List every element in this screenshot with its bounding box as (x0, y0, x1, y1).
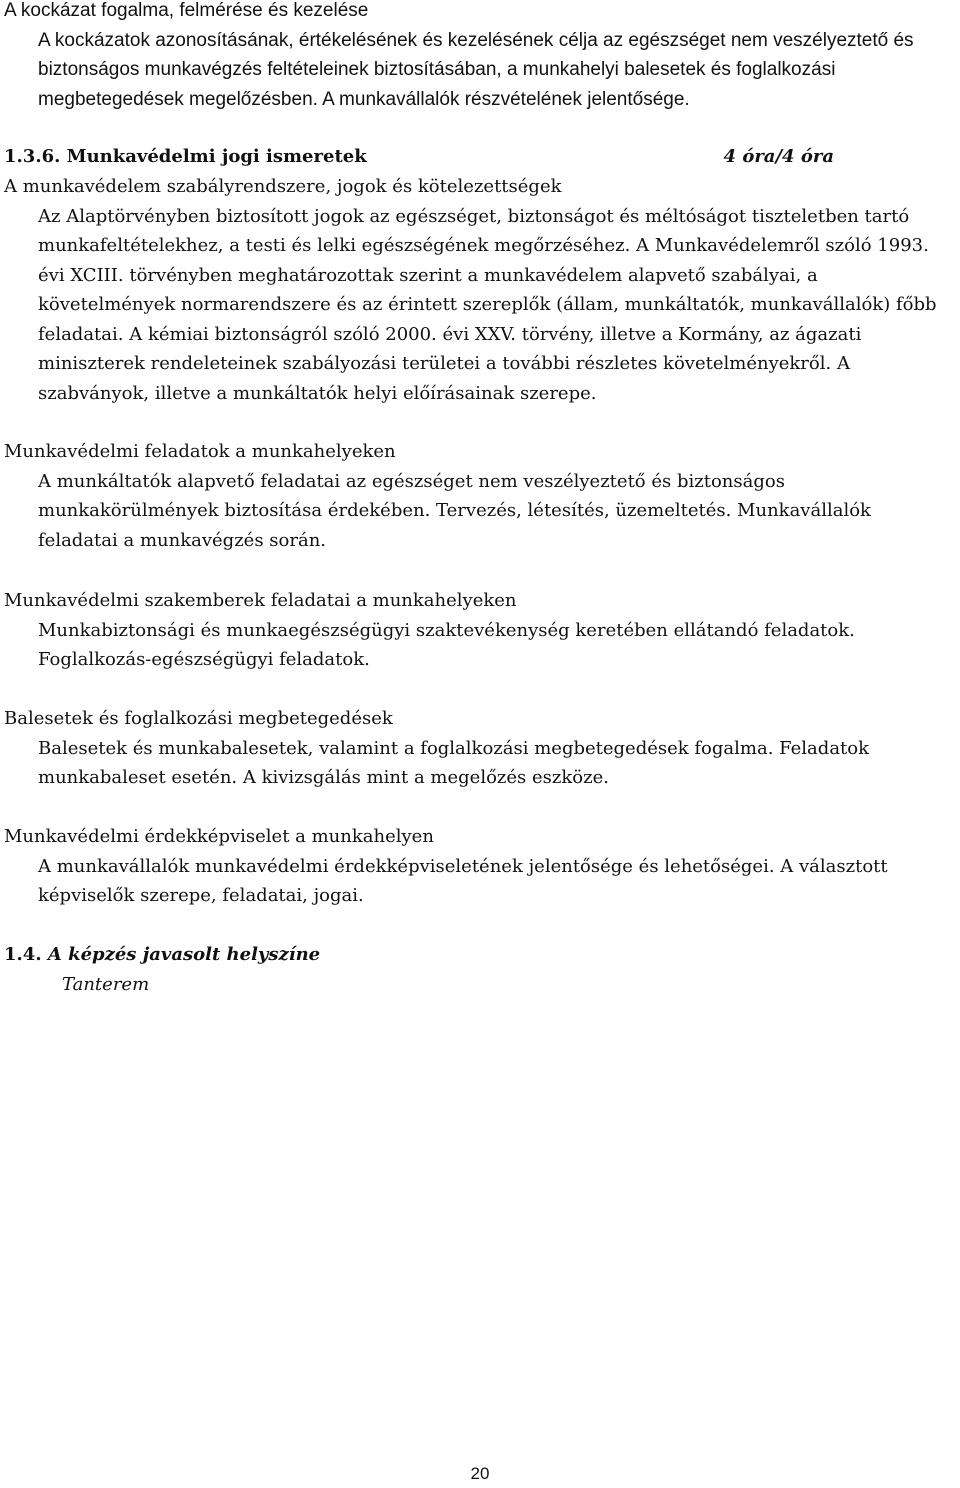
section-hours: 4 óra/4 óra (723, 146, 834, 167)
topic-block (4, 586, 956, 675)
topic-heading: Balesetek és foglalkozási megbetegedések (4, 708, 393, 729)
topic-heading: Munkavédelmi feladatok a munkahelyeken (4, 441, 396, 462)
topic-block (4, 704, 956, 793)
topic-block (4, 437, 956, 555)
section-title: Munkavédelmi jogi ismeretek (66, 146, 367, 167)
topic-text: Balesetek és munkabalesetek, valamint a foglalkozási megbetegedések fogalma. Feladatok munkabaleset esetén. A kivizsgálás mint a megelőzés eszköze. (38, 737, 870, 788)
location-title-row (4, 940, 320, 970)
topic-heading: Munkavédelmi szakemberek feladatai a munkahelyeken (4, 590, 517, 611)
intro-text: A kockázatok azonosításának, értékelésének és kezelésének célja az egészséget nem veszélyeztető és biztonságos munkavégzés feltételeinek biztosításában, a munkahelyi balesetek és foglalkozási megbetegedések megelőzésben. A munkavállalók részvételének jelentősége. (38, 29, 914, 110)
topic-heading: A munkavédelem szabályrendszere, jogok és kötelezettségek (4, 176, 562, 197)
topic-block (4, 172, 956, 408)
topic-text: A munkáltatók alapvető feladatai az egészséget nem veszélyeztető és biztonságos munkakörülmények biztosítása érdekében. Tervezés, létesítés, üzemeltetés. Munkavállalók feladatai a munkavégzés során. (38, 470, 871, 551)
location-value: Tanterem (62, 974, 150, 995)
topic-heading: Munkavédelmi érdekképviselet a munkahelyen (4, 826, 434, 847)
intro-heading: A kockázat fogalma, felmérése és kezelése (4, 0, 369, 21)
section-title-row (4, 142, 834, 172)
topic-text: A munkavállalók munkavédelmi érdekképviseletének jelentősége és lehetőségei. A választott képviselők szerepe, feladatai, jogai. (38, 855, 888, 906)
location-title: A képzés javasolt helyszíne (47, 944, 321, 965)
section-number: 1.3.6. (4, 146, 61, 167)
intro-block (4, 0, 956, 114)
topic-block (4, 822, 956, 911)
topic-text: Munkabiztonsági és munkaegészségügyi szaktevékenység keretében ellátandó feladatok. Foglalkozás-egészségügyi feladatok. (38, 619, 855, 670)
location-number: 1.4. (4, 944, 42, 965)
topic-text: Az Alaptörvényben biztosított jogok az egészséget, biztonságot és méltóságot tiszteletben tartó munkafeltételekhez, a testi és lelki egészségének megőrzéséhez. A Munkavédelemről szóló 1993. évi XCIII. törvényben meghatározottak szerint a munkavédelem alapvető szabályai, a követelmények normarendszere és az érintett szereplők (állam, munkáltatók, munkavállalók) főbb feladatai. A kémiai biztonságról szóló 2000. évi XXV. törvény, illetve a Kormány, az ágazati miniszterek rendeleteinek szabályozási területei a további részletes követelményekről. A szabványok, illetve a munkáltatók helyi előírásainak szerepe. (38, 205, 937, 404)
page-number: 20 (470, 1464, 490, 1483)
